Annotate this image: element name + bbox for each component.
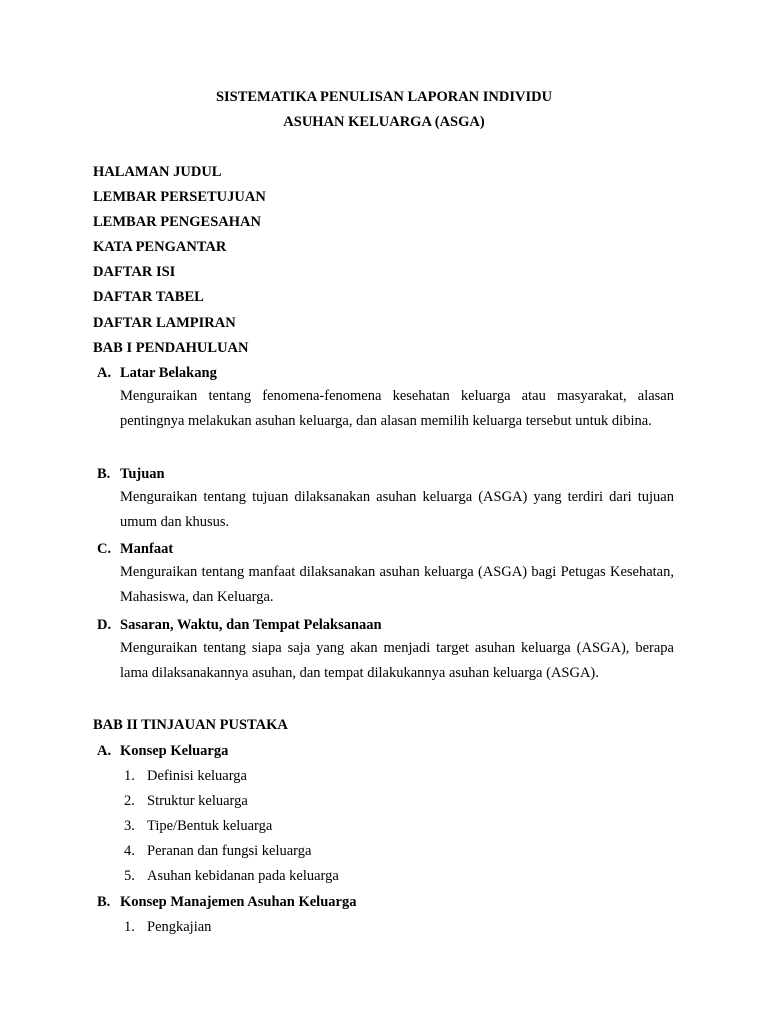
list-item: Struktur keluarga xyxy=(147,793,248,809)
section-title-konsep-manajemen: Konsep Manajemen Asuhan Keluarga xyxy=(120,894,357,910)
section-marker: A. xyxy=(97,743,112,759)
chapter-heading-bab-2: BAB II TINJAUAN PUSTAKA xyxy=(93,717,288,733)
toc-item-daftar-tabel: DAFTAR TABEL xyxy=(93,289,204,305)
list-item-number: 1. xyxy=(124,768,135,784)
toc-item-daftar-lampiran: DAFTAR LAMPIRAN xyxy=(93,315,236,331)
section-marker: C. xyxy=(97,541,112,557)
chapter-heading-bab-1: BAB I PENDAHULUAN xyxy=(93,340,249,356)
document-title-line-1: SISTEMATIKA PENULISAN LAPORAN INDIVIDU xyxy=(215,89,553,105)
list-item: Asuhan kebidanan pada keluarga xyxy=(147,868,339,884)
section-body-latar-belakang: Menguraikan tentang fenomena-fenomena kesehatan keluarga atau masyarakat, alasan pentingnya melakukan asuhan keluarga, dan alasan memilih keluarga tersebut untuk dibina. xyxy=(120,388,674,430)
section-title-manfaat: Manfaat xyxy=(120,541,174,557)
section-title-konsep-keluarga: Konsep Keluarga xyxy=(120,743,229,759)
list-item-number: 1. xyxy=(124,919,135,935)
list-item-number: 2. xyxy=(124,793,135,809)
section-marker: D. xyxy=(97,617,112,633)
toc-item-lembar-pengesahan: LEMBAR PENGESAHAN xyxy=(93,214,261,230)
section-title-sasaran: Sasaran, Waktu, dan Tempat Pelaksanaan xyxy=(120,617,382,633)
section-body-manfaat: Menguraikan tentang manfaat dilaksanakan asuhan keluarga (ASGA) bagi Petugas Kesehatan, Mahasiswa, dan Keluarga. xyxy=(120,564,674,606)
section-body-tujuan: Menguraikan tentang tujuan dilaksanakan asuhan keluarga (ASGA) yang terdiri dari tujuan umum dan khusus. xyxy=(120,489,674,531)
list-item-number: 4. xyxy=(124,843,135,859)
section-title-tujuan: Tujuan xyxy=(120,466,165,482)
list-item-number: 3. xyxy=(124,818,135,834)
section-title-latar-belakang: Latar Belakang xyxy=(120,365,217,381)
section-marker: A. xyxy=(97,365,112,381)
list-item: Definisi keluarga xyxy=(147,768,247,784)
toc-item-kata-pengantar: KATA PENGANTAR xyxy=(93,239,227,255)
toc-item-halaman-judul: HALAMAN JUDUL xyxy=(93,164,222,180)
list-item: Peranan dan fungsi keluarga xyxy=(147,843,312,859)
document-title-line-2: ASUHAN KELUARGA (ASGA) xyxy=(283,114,485,130)
list-item: Pengkajian xyxy=(147,919,212,935)
list-item: Tipe/Bentuk keluarga xyxy=(147,818,273,834)
toc-item-lembar-persetujuan: LEMBAR PERSETUJUAN xyxy=(93,189,266,205)
section-marker: B. xyxy=(97,466,111,482)
section-body-sasaran: Menguraikan tentang siapa saja yang akan menjadi target asuhan keluarga (ASGA), berapa lama dilaksanakannya asuhan, dan tempat dilakukannya asuhan keluarga (ASGA). xyxy=(120,640,674,682)
section-marker: B. xyxy=(97,894,111,910)
toc-item-daftar-isi: DAFTAR ISI xyxy=(93,264,176,280)
list-item-number: 5. xyxy=(124,868,135,884)
